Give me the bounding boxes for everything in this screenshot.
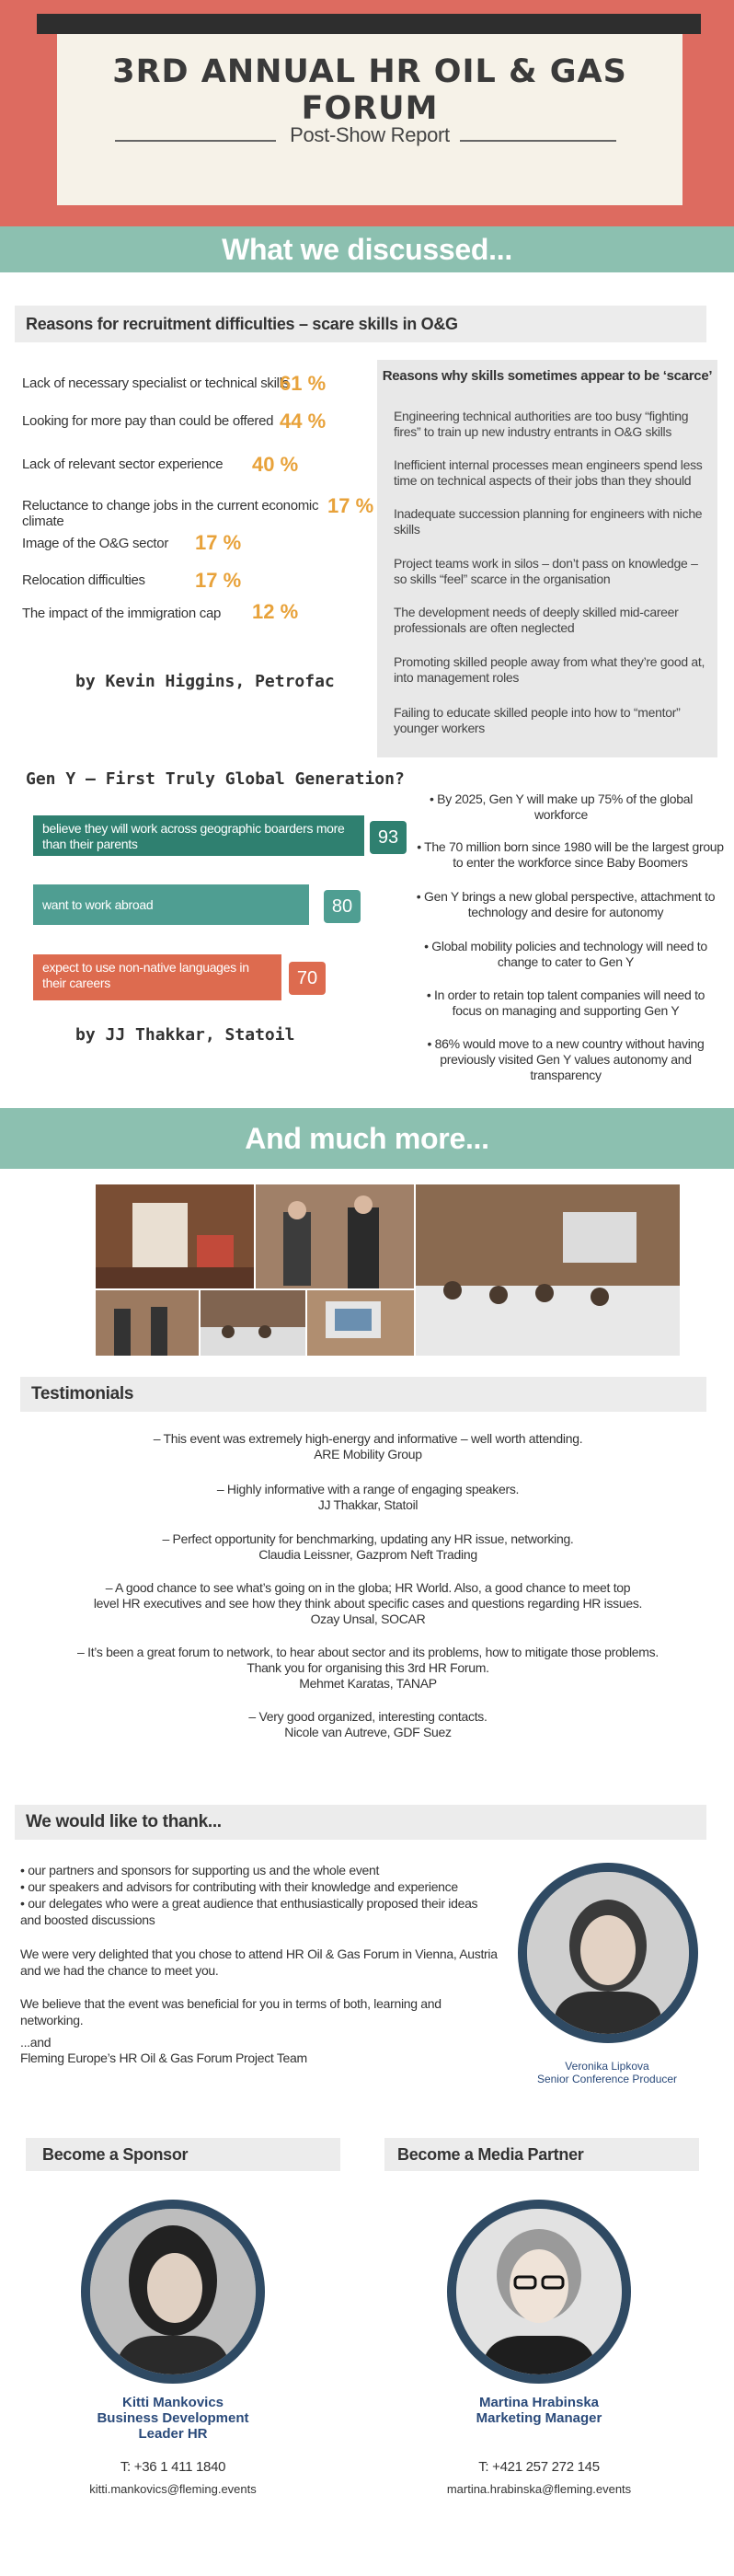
sponsor-contact-title: Leader HR bbox=[138, 2426, 208, 2442]
sponsor-contact-title: Business Development bbox=[97, 2410, 249, 2426]
scarce-reason: Inefficient internal processes mean engineers spend less time on technical aspects of their jobs than they should bbox=[394, 457, 703, 488]
avatar-media-contact bbox=[447, 2200, 631, 2384]
divider-right bbox=[460, 140, 616, 142]
testimonial-author: Nicole van Autreve, GDF Suez bbox=[284, 1725, 452, 1739]
event-photo bbox=[256, 1184, 414, 1288]
geny-bullet: • 86% would move to a new country without having previously visited Gen Y values autonomy and transparency bbox=[427, 1036, 705, 1082]
geny-value-badge: 80 bbox=[324, 890, 361, 923]
scarce-reason: Engineering technical authorities are too busy “fighting fires” to train up new industry entrants in O&G skills bbox=[394, 409, 689, 439]
skill-percent: 61 % bbox=[280, 372, 327, 395]
skill-label: Reluctance to change jobs in the current economic climate bbox=[22, 498, 319, 529]
producer-title: Senior Conference Producer bbox=[536, 2073, 678, 2085]
testimonial-quote: – Perfect opportunity for benchmarking, updating any HR issue, networking. bbox=[162, 1531, 574, 1546]
scarce-reason: Promoting skilled people away from what they’re good at, into management roles bbox=[394, 654, 705, 685]
geny-value-badge: 93 bbox=[370, 821, 407, 854]
testimonial-author: Mehmet Karatas, TANAP bbox=[299, 1676, 437, 1691]
event-photo bbox=[307, 1290, 414, 1356]
skill-label: Lack of relevant sector experience bbox=[22, 456, 224, 472]
geny-heading: Gen Y – First Truly Global Generation? bbox=[26, 769, 405, 789]
skill-label: Lack of necessary specialist or technical skills bbox=[22, 375, 289, 391]
skill-percent: 12 % bbox=[252, 600, 299, 623]
testimonial-author: JJ Thakkar, Statoil bbox=[317, 1497, 419, 1512]
testimonial-quote: – Highly informative with a range of engaging speakers. bbox=[216, 1482, 520, 1496]
section-band-discussed: What we discussed... bbox=[0, 226, 734, 272]
scarce-reason: Inadequate succession planning for engineers with niche skills bbox=[394, 506, 703, 537]
media-contact-title: Marketing Manager bbox=[476, 2410, 602, 2426]
event-photo bbox=[416, 1184, 680, 1356]
avatar-producer bbox=[518, 1863, 698, 2043]
media-contact-email[interactable]: martina.hrabinska@fleming.events bbox=[446, 2482, 632, 2496]
thanks-sign: Fleming Europe’s HR Oil & Gas Forum Project Team bbox=[20, 2050, 307, 2065]
skill-percent: 17 % bbox=[327, 494, 374, 517]
event-photo bbox=[96, 1184, 254, 1288]
geny-bullet: • Gen Y brings a new global perspective, attachment to technology and desire for autonomy bbox=[416, 889, 716, 919]
testimonial-quote: – This event was extremely high-energy and informative – well worth attending. bbox=[153, 1431, 583, 1446]
skill-percent: 40 % bbox=[252, 453, 299, 476]
author-credit: by JJ Thakkar, Statoil bbox=[75, 1025, 295, 1045]
thanks-bullet: • our delegates who were a great audience that enthusiastically proposed their ideas and boosted discussions bbox=[20, 1896, 478, 1927]
thanks-bullet: • our speakers and advisors for contributing with their knowledge and experience bbox=[20, 1879, 458, 1894]
sponsor-contact-name: Kitti Mankovics bbox=[121, 2395, 224, 2410]
event-photo bbox=[201, 1290, 305, 1356]
geny-bar: want to work abroad bbox=[33, 884, 309, 925]
thanks-bullet: • our partners and sponsors for supporting us and the whole event bbox=[20, 1863, 380, 1877]
become-media-partner-heading: Become a Media Partner bbox=[384, 2138, 699, 2171]
testimonial-quote: – Very good organized, interesting contacts. bbox=[248, 1709, 487, 1724]
thanks-sign: ...and bbox=[20, 2035, 52, 2050]
skill-percent: 17 % bbox=[195, 569, 242, 592]
skill-label: Relocation difficulties bbox=[22, 572, 145, 588]
testimonial-author: Ozay Unsal, SOCAR bbox=[310, 1611, 426, 1626]
geny-bar: expect to use non-native languages in their careers bbox=[33, 954, 281, 1000]
geny-bullet: • The 70 million born since 1980 will be the largest group to enter the workforce since Baby Boomers bbox=[417, 839, 724, 870]
geny-bullet: • Global mobility policies and technology will need to change to cater to Gen Y bbox=[424, 939, 707, 969]
sponsor-contact-email[interactable]: kitti.mankovics@fleming.events bbox=[89, 2482, 257, 2496]
scarce-skills-heading: Reasons why skills sometimes appear to be ‘scarce’ bbox=[382, 368, 713, 384]
skill-label: The impact of the immigration cap bbox=[22, 606, 222, 621]
scarce-reason: Project teams work in silos – don’t pass on knowledge – so skills “feel” scarce in the organisation bbox=[394, 556, 698, 586]
thanks-paragraph: We believe that the event was beneficial for you in terms of both, learning and networking. bbox=[20, 1996, 442, 2027]
geny-bullet: • By 2025, Gen Y will make up 75% of the global workforce bbox=[429, 791, 694, 822]
section-band-more: And much more... bbox=[0, 1108, 734, 1169]
media-contact-phone: T: +421 257 272 145 bbox=[478, 2459, 600, 2475]
become-sponsor-heading: Become a Sponsor bbox=[26, 2138, 340, 2171]
producer-name: Veronika Lipkova bbox=[565, 2060, 649, 2073]
geny-bullet: • In order to retain top talent companies will need to focus on managing and supporting Gen Y bbox=[426, 988, 705, 1018]
testimonial-quote: – It’s been a great forum to network, to hear about sector and its problems, how to mitigate those problems. Thank you for organising this 3rd HR Forum. bbox=[77, 1645, 659, 1675]
author-credit: by Kevin Higgins, Petrofac bbox=[75, 672, 335, 691]
testimonial-author: Claudia Leissner, Gazprom Neft Trading bbox=[258, 1547, 477, 1562]
geny-value-badge: 70 bbox=[289, 962, 326, 995]
skill-label: Image of the O&G sector bbox=[22, 536, 169, 551]
geny-bar: believe they will work across geographic boarders more than their parents bbox=[33, 815, 364, 856]
thanks-paragraph: We were very delighted that you chose to attend HR Oil & Gas Forum in Vienna, Austria and we had the chance to meet you. bbox=[20, 1946, 498, 1978]
scarce-reason: The development needs of deeply skilled mid-career professionals are often neglected bbox=[394, 605, 679, 635]
page-subtitle: Post-Show Report bbox=[290, 123, 450, 146]
header-strip bbox=[37, 14, 701, 34]
scarce-reason: Failing to educate skilled people into how to “mentor” younger workers bbox=[394, 705, 681, 735]
testimonials-heading: Testimonials bbox=[20, 1377, 706, 1412]
skill-percent: 44 % bbox=[280, 410, 327, 433]
skill-label: Looking for more pay than could be offered bbox=[22, 413, 274, 429]
event-photo bbox=[96, 1290, 199, 1356]
avatar-sponsor-contact bbox=[81, 2200, 265, 2384]
page-title: 3RD ANNUAL HR OIL & GAS FORUM bbox=[112, 53, 627, 127]
thanks-heading: We would like to thank... bbox=[15, 1805, 706, 1840]
testimonial-author: ARE Mobility Group bbox=[314, 1447, 422, 1461]
testimonial-quote: – A good chance to see what’s going on in the globa; HR World. Also, a good chance to meet top level HR executives and see how they think about specific cases and questions regarding HR issues. bbox=[93, 1580, 643, 1611]
media-contact-name: Martina Hrabinska bbox=[478, 2395, 600, 2410]
skill-percent: 17 % bbox=[195, 531, 242, 554]
recruitment-heading: Reasons for recruitment difficulties – scare skills in O&G bbox=[15, 306, 706, 342]
sponsor-contact-phone: T: +36 1 411 1840 bbox=[120, 2459, 226, 2475]
